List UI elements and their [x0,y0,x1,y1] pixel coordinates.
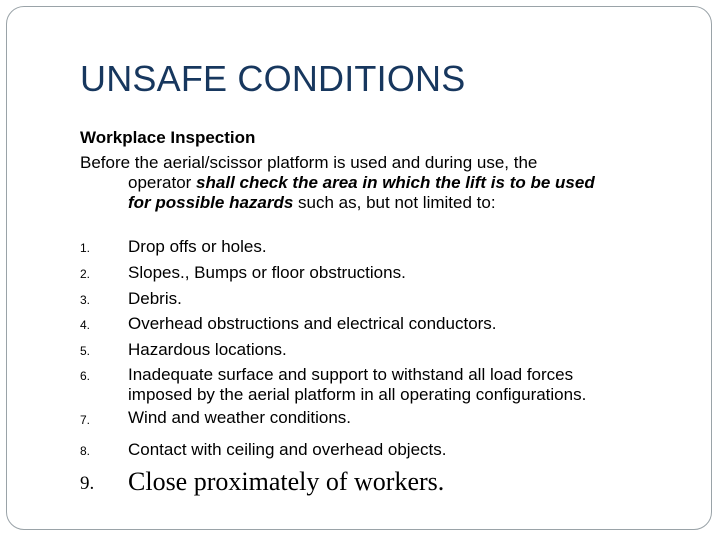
list-text-continued: imposed by the aerial platform in all operating configurations. [128,385,587,404]
intro-line-2 [80,173,595,193]
list-number: 2. [80,267,91,281]
list-text: Wind and weather conditions. [128,408,352,427]
intro-line-3 [80,193,595,213]
list-text: Overhead obstructions and electrical conductors. [128,314,497,333]
list-number: 5. [80,344,91,358]
list-number: 7. [80,413,91,427]
intro-paragraph [80,153,595,213]
list-number: 4. [80,318,91,332]
intro-line-3-emphasis: for possible hazards [128,193,294,212]
list-number: 9. [80,473,95,494]
list-number: 6. [80,369,91,383]
intro-line-1: Before the aerial/scissor platform is used and during use, the [80,153,538,172]
list-text: Inadequate surface and support to withstand all load forces [128,365,574,384]
list-text: Hazardous locations. [128,340,287,359]
intro-line-2-emphasis: shall check the area in which the lift is to be used [196,173,595,192]
list-text: Contact with ceiling and overhead objects. [128,440,447,459]
list-text: Drop offs or holes. [128,237,267,256]
intro-line-2-plain: operator [128,173,197,192]
section-heading: Workplace Inspection [80,128,256,147]
list-number: 3. [80,293,91,307]
list-text: Debris. [128,289,182,308]
list-text: Close proximately of workers. [128,467,445,496]
list-number: 1. [80,241,91,255]
list-number: 8. [80,444,91,458]
slide-title: UNSAFE CONDITIONS [80,58,466,99]
list-text: Slopes., Bumps or floor obstructions. [128,263,406,282]
intro-line-3-plain: such as, but not limited to: [293,193,496,212]
